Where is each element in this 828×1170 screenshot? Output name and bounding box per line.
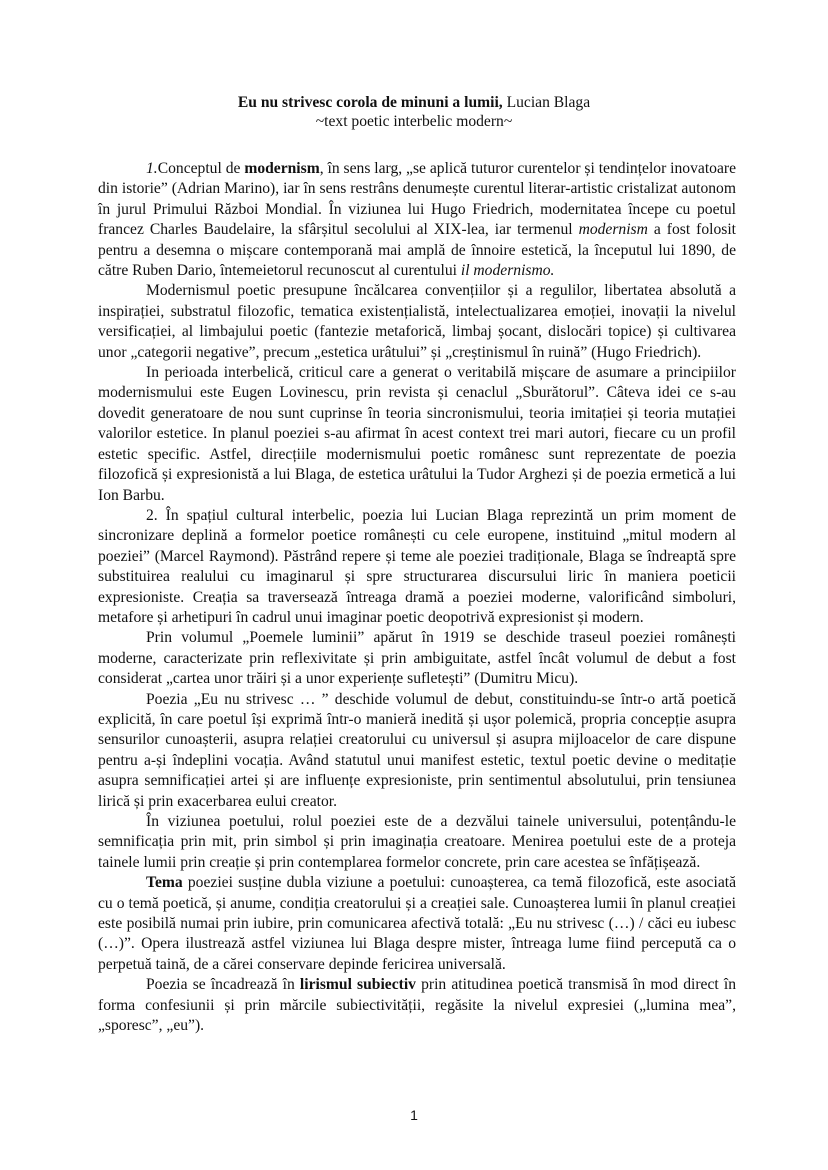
paragraph-text: Poezia „Eu nu strivesc … ” deschide volumul de debut, constituindu-se într-o artă poetică explicită, în care poetul își exprimă într-o manieră inedită și ușor polemică, propria concepție asupra sensurilor cunoașterii, asupra relației creatorului cu universul și asupra mijloacelor de care dispune pentru a-și îndeplini vocația. Având statutul unui manifest estetic, textul poetic devine o meditație asupra semnificației artei și are influențe expresioniste, prin sentimentul absolutului, prin tensiunea lirică și prin exacerbarea eului creator. bbox=[98, 690, 736, 810]
paragraph bbox=[98, 873, 736, 975]
paragraph-text: 2. În spațiul cultural interbelic, poezia lui Lucian Blaga reprezintă un prim moment de sincronizare deplină a formelor poetice românești cu cele europene, instituind „mitul modern al poeziei” (Marcel Raymond). Păstrând repere și teme ale poeziei tradiționale, Blaga se îndreaptă spre substituirea realului cu imaginarul și spre structurarea discursului liric în maniera poeticii expresioniste. Creația sa traversează întreaga dramă a poeziei moderne, valorificând simboluri, metafore și arhetipuri în cadrul unui imaginar poetic deopotrivă expresionist și modern. bbox=[98, 506, 736, 626]
paragraph-text: prin atitudinea poetică transmisă în mod direct în forma confesiunii și prin mărcile subiectivității, regăsite la nivelul expresiei („lumina mea”, „sporesc”, „eu”). bbox=[98, 976, 736, 1035]
poem-title: Eu nu strivesc corola de minuni a lumii, bbox=[237, 94, 503, 111]
page-number: 1 bbox=[410, 1107, 418, 1123]
paragraph-text: Poezia se încadrează în bbox=[146, 976, 300, 994]
italic-term: modernism bbox=[578, 221, 648, 239]
document-header bbox=[0, 93, 828, 131]
paragraph bbox=[98, 975, 736, 1036]
paragraph bbox=[98, 812, 736, 873]
paragraph bbox=[98, 159, 736, 281]
subtitle: ~text poetic interbelic modern~ bbox=[315, 113, 513, 130]
paragraph-text: , în sens larg, „se aplică tuturor curentelor și tendințelor inovatoare din istorie” (Adrian Marino), iar în sens restrâns denumește curentul literar-artistic cristalizat autonom în jurul Primului Război Mondial. În viziunea lui Hugo Friedrich, modernitatea începe cu poetul francez Charles Baudelaire, la sfârșitul secolului al XIX-lea, iar termenul bbox=[98, 160, 736, 239]
body-text bbox=[98, 159, 736, 1036]
paragraph bbox=[98, 281, 736, 363]
bold-term: modernism bbox=[244, 160, 320, 177]
bold-term: Tema bbox=[146, 874, 183, 892]
paragraph-text: Prin volumul „Poemele luminii” apărut în 1919 se deschide traseul poeziei românești moderne, caracterizate prin reflexivitate și prin ambiguitate, astfel încât volumul de debut a fost considerat „cartea unor trăiri și a unor experiențe sufletești” (Dumitru Micu). bbox=[98, 629, 736, 688]
paragraph-text: În viziunea poetului, rolul poeziei este de a dezvălui tainele universului, potențându-le semnificația prin mit, prin simbol și prin imaginația creatoare. Menirea poetului este de a proteja tainele lumii prin creație și prin contemplarea formelor concrete, prin care acestea se înfățișează. bbox=[98, 813, 736, 871]
paragraph-text: Modernismul poetic presupune încălcarea convențiilor și a regulilor, libertatea absolută a inspirației, substratul filozofic, tematica existențialistă, intelectualizarea emoției, inovații la nivelul versificației, al limbajului poetic (fantezie metaforică, limbaj șocant, dislocări topice) și cultivarea unor „categorii negative”, precum „estetica urâtului” și „creștinismul în ruină” (Hugo Friedrich). bbox=[98, 282, 736, 361]
italic-term: 1. bbox=[146, 160, 158, 177]
paragraph bbox=[98, 506, 736, 628]
bold-term: lirismul subiectiv bbox=[299, 976, 416, 994]
paragraph-text: a fost folosit pentru a desemna o mișcare contemporană mai amplă de înnoire estetică, la începutul lui 1890, de către Ruben Dario, întemeietorul recunoscut al curentului bbox=[98, 221, 736, 280]
italic-term: il modernismo. bbox=[460, 262, 555, 280]
title-line bbox=[0, 93, 828, 112]
author-name: Lucian Blaga bbox=[502, 94, 591, 111]
paragraph-text: poeziei susține dubla viziune a poetului: cunoașterea, ca temă filozofică, este asociată cu o temă poetică, și anume, condiția creatorului și a creației sale. Cunoașterea lumii în planul creației este posibilă numai prin iubire, prin comunicarea afectivă totală: „Eu nu strivesc (…) / căci eu iubesc (…)”. Opera ilustrează astfel viziunea lui Blaga despre mister, întreaga lume fiind percepută ca o perpetuă taină, de a cărei conservare depinde fericirea universală. bbox=[98, 874, 736, 973]
paragraph bbox=[98, 363, 736, 506]
paragraph-text: Conceptul de bbox=[157, 160, 245, 177]
paragraph bbox=[98, 628, 736, 689]
paragraph-text: In perioada interbelică, criticul care a generat o veritabilă mișcare de asumare a principiilor modernismului este Eugen Lovinescu, prin revista și cenaclul „Sburătorul”. Câteva idei ce s-au dovedit generatoare de nou sunt cuprinse în teoria sincronismului, teoria imitației și teoria mutației valorilor estetice. In planul poeziei s-au afirmat în acest context trei mari autori, fiecare cu un profil estetic specific. Astfel, direcțiile modernismului poetic românesc sunt reprezentate de poezia filozofică și expresionistă a lui Blaga, de estetica urâtului la Tudor Arghezi și de poezia ermetică a lui Ion Barbu. bbox=[98, 364, 736, 504]
paragraph bbox=[98, 690, 736, 812]
